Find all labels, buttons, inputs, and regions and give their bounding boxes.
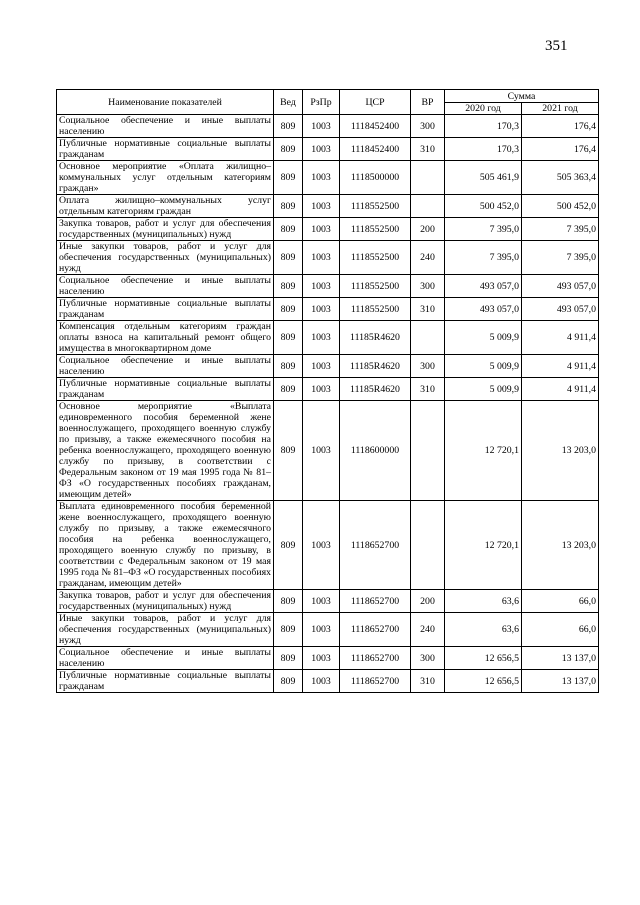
cell-sum-2021: 176,4 xyxy=(522,115,599,138)
cell-rzpr: 1003 xyxy=(303,590,340,613)
cell-sum-2021: 493 057,0 xyxy=(522,275,599,298)
table-row xyxy=(57,218,599,241)
cell-ved: 809 xyxy=(274,298,303,321)
page-number: 351 xyxy=(545,38,568,54)
header-name: Наименование показателей xyxy=(57,90,274,115)
cell-vr: 300 xyxy=(411,275,445,298)
table-row xyxy=(57,590,599,613)
cell-name: Публичные нормативные социальные выплаты гражданам xyxy=(57,298,274,321)
cell-csr: 1118552500 xyxy=(340,195,411,218)
cell-rzpr: 1003 xyxy=(303,195,340,218)
cell-ved: 809 xyxy=(274,613,303,647)
cell-ved: 809 xyxy=(274,115,303,138)
cell-ved: 809 xyxy=(274,241,303,275)
table-row xyxy=(57,613,599,647)
cell-ved: 809 xyxy=(274,138,303,161)
table-row xyxy=(57,275,599,298)
cell-csr: 11185R4620 xyxy=(340,378,411,401)
cell-vr: 310 xyxy=(411,670,445,693)
cell-sum-2020: 505 461,9 xyxy=(445,161,522,195)
cell-csr: 1118452400 xyxy=(340,138,411,161)
cell-csr: 11185R4620 xyxy=(340,355,411,378)
cell-rzpr: 1003 xyxy=(303,138,340,161)
cell-name: Социальное обеспечение и иные выплаты населению xyxy=(57,275,274,298)
header-rzpr: РзПр xyxy=(303,90,340,115)
cell-vr: 310 xyxy=(411,138,445,161)
cell-vr: 310 xyxy=(411,298,445,321)
cell-sum-2020: 7 395,0 xyxy=(445,218,522,241)
cell-sum-2021: 4 911,4 xyxy=(522,355,599,378)
cell-vr xyxy=(411,501,445,590)
cell-sum-2020: 12 720,1 xyxy=(445,501,522,590)
table-row xyxy=(57,115,599,138)
header-2021: 2021 год xyxy=(522,103,599,115)
cell-csr: 11185R4620 xyxy=(340,321,411,355)
cell-name: Иные закупки товаров, работ и услуг для обеспечения государственных (муниципальных) нужд xyxy=(57,241,274,275)
cell-rzpr: 1003 xyxy=(303,298,340,321)
cell-name: Закупка товаров, работ и услуг для обеспечения государственных (муниципальных) нужд xyxy=(57,590,274,613)
table-row xyxy=(57,161,599,195)
table-row xyxy=(57,355,599,378)
cell-ved: 809 xyxy=(274,378,303,401)
cell-vr: 300 xyxy=(411,355,445,378)
cell-sum-2020: 12 720,1 xyxy=(445,401,522,501)
cell-ved: 809 xyxy=(274,501,303,590)
cell-rzpr: 1003 xyxy=(303,613,340,647)
cell-rzpr: 1003 xyxy=(303,378,340,401)
cell-name: Закупка товаров, работ и услуг для обеспечения государственных (муниципальных) нужд xyxy=(57,218,274,241)
cell-csr: 1118652700 xyxy=(340,670,411,693)
cell-sum-2020: 170,3 xyxy=(445,115,522,138)
cell-rzpr: 1003 xyxy=(303,275,340,298)
cell-sum-2020: 63,6 xyxy=(445,590,522,613)
cell-sum-2020: 493 057,0 xyxy=(445,298,522,321)
cell-vr: 240 xyxy=(411,613,445,647)
cell-ved: 809 xyxy=(274,647,303,670)
cell-name: Социальное обеспечение и иные выплаты населению xyxy=(57,115,274,138)
header-vr: ВР xyxy=(411,90,445,115)
cell-ved: 809 xyxy=(274,275,303,298)
cell-csr: 1118552500 xyxy=(340,218,411,241)
cell-csr: 1118452400 xyxy=(340,115,411,138)
cell-sum-2020: 170,3 xyxy=(445,138,522,161)
table-row xyxy=(57,401,599,501)
table-row xyxy=(57,138,599,161)
table-row xyxy=(57,647,599,670)
cell-vr: 200 xyxy=(411,218,445,241)
table-row xyxy=(57,241,599,275)
cell-rzpr: 1003 xyxy=(303,241,340,275)
cell-sum-2020: 5 009,9 xyxy=(445,378,522,401)
cell-rzpr: 1003 xyxy=(303,218,340,241)
cell-rzpr: 1003 xyxy=(303,647,340,670)
header-csr: ЦСР xyxy=(340,90,411,115)
cell-sum-2021: 66,0 xyxy=(522,590,599,613)
cell-csr: 1118652700 xyxy=(340,501,411,590)
header-sum: Сумма xyxy=(445,90,599,103)
cell-sum-2020: 500 452,0 xyxy=(445,195,522,218)
cell-sum-2021: 500 452,0 xyxy=(522,195,599,218)
cell-sum-2021: 7 395,0 xyxy=(522,241,599,275)
cell-rzpr: 1003 xyxy=(303,355,340,378)
cell-csr: 1118500000 xyxy=(340,161,411,195)
header-ved: Вед xyxy=(274,90,303,115)
cell-name: Социальное обеспечение и иные выплаты населению xyxy=(57,647,274,670)
cell-sum-2021: 13 203,0 xyxy=(522,401,599,501)
cell-ved: 809 xyxy=(274,670,303,693)
cell-name: Компенсация отдельным категориям граждан оплаты взноса на капитальный ремонт общего имущества в многоквартирном доме xyxy=(57,321,274,355)
cell-sum-2020: 7 395,0 xyxy=(445,241,522,275)
cell-sum-2021: 505 363,4 xyxy=(522,161,599,195)
cell-name: Оплата жилищно–коммунальных услуг отдельным категориям граждан xyxy=(57,195,274,218)
cell-name: Основное мероприятие «Оплата жилищно–коммунальных услуг отдельным категориям граждан» xyxy=(57,161,274,195)
cell-rzpr: 1003 xyxy=(303,115,340,138)
cell-ved: 809 xyxy=(274,401,303,501)
cell-sum-2021: 4 911,4 xyxy=(522,378,599,401)
cell-vr xyxy=(411,401,445,501)
cell-csr: 1118552500 xyxy=(340,275,411,298)
table-row xyxy=(57,298,599,321)
table-body xyxy=(57,115,599,693)
cell-ved: 809 xyxy=(274,355,303,378)
cell-sum-2021: 4 911,4 xyxy=(522,321,599,355)
cell-ved: 809 xyxy=(274,590,303,613)
cell-vr: 300 xyxy=(411,647,445,670)
cell-sum-2020: 5 009,9 xyxy=(445,321,522,355)
cell-sum-2020: 63,6 xyxy=(445,613,522,647)
cell-sum-2020: 5 009,9 xyxy=(445,355,522,378)
cell-rzpr: 1003 xyxy=(303,501,340,590)
cell-vr xyxy=(411,321,445,355)
table-row xyxy=(57,321,599,355)
cell-vr xyxy=(411,161,445,195)
cell-vr: 240 xyxy=(411,241,445,275)
cell-ved: 809 xyxy=(274,321,303,355)
cell-vr: 310 xyxy=(411,378,445,401)
cell-name: Иные закупки товаров, работ и услуг для обеспечения государственных (муниципальных) нужд xyxy=(57,613,274,647)
cell-sum-2021: 176,4 xyxy=(522,138,599,161)
cell-csr: 1118652700 xyxy=(340,613,411,647)
cell-rzpr: 1003 xyxy=(303,321,340,355)
cell-csr: 1118552500 xyxy=(340,298,411,321)
cell-vr: 300 xyxy=(411,115,445,138)
cell-name: Социальное обеспечение и иные выплаты населению xyxy=(57,355,274,378)
table-row xyxy=(57,670,599,693)
cell-ved: 809 xyxy=(274,161,303,195)
cell-sum-2021: 13 137,0 xyxy=(522,670,599,693)
cell-rzpr: 1003 xyxy=(303,401,340,501)
cell-csr: 1118600000 xyxy=(340,401,411,501)
cell-name: Публичные нормативные социальные выплаты гражданам xyxy=(57,670,274,693)
cell-sum-2021: 66,0 xyxy=(522,613,599,647)
cell-sum-2021: 7 395,0 xyxy=(522,218,599,241)
cell-rzpr: 1003 xyxy=(303,670,340,693)
header-2020: 2020 год xyxy=(445,103,522,115)
cell-name: Выплата единовременного пособия беременной жене военнослужащего, проходящего военную службу по призыву, а также ежемесячного пособия на ребенка военнослужащего, проходящего военную службу по призыву, в соответствии с Федеральным законом от 19 мая 1995 года № 81–ФЗ «О государственных пособиях гражданам, имеющим детей» xyxy=(57,501,274,590)
cell-name: Публичные нормативные социальные выплаты гражданам xyxy=(57,378,274,401)
cell-sum-2021: 13 203,0 xyxy=(522,501,599,590)
cell-sum-2020: 493 057,0 xyxy=(445,275,522,298)
table-row xyxy=(57,501,599,590)
table-row xyxy=(57,195,599,218)
cell-sum-2021: 13 137,0 xyxy=(522,647,599,670)
cell-name: Основное мероприятие «Выплата единовременного пособия беременной жене военнослужащего, проходящего военную службу по призыву, а также ежемесячного пособия на ребенка военнослужащего, проходящего военную службу по призыву, в соответствии с Федеральным законом от 19 мая 1995 года № 81–ФЗ «О государственных пособиях гражданам, имеющим детей» xyxy=(57,401,274,501)
budget-table xyxy=(56,89,599,693)
cell-vr xyxy=(411,195,445,218)
cell-ved: 809 xyxy=(274,218,303,241)
cell-sum-2020: 12 656,5 xyxy=(445,670,522,693)
cell-rzpr: 1003 xyxy=(303,161,340,195)
cell-ved: 809 xyxy=(274,195,303,218)
cell-csr: 1118652700 xyxy=(340,590,411,613)
cell-csr: 1118552500 xyxy=(340,241,411,275)
cell-vr: 200 xyxy=(411,590,445,613)
cell-csr: 1118652700 xyxy=(340,647,411,670)
cell-name: Публичные нормативные социальные выплаты гражданам xyxy=(57,138,274,161)
table-row xyxy=(57,378,599,401)
cell-sum-2020: 12 656,5 xyxy=(445,647,522,670)
cell-sum-2021: 493 057,0 xyxy=(522,298,599,321)
